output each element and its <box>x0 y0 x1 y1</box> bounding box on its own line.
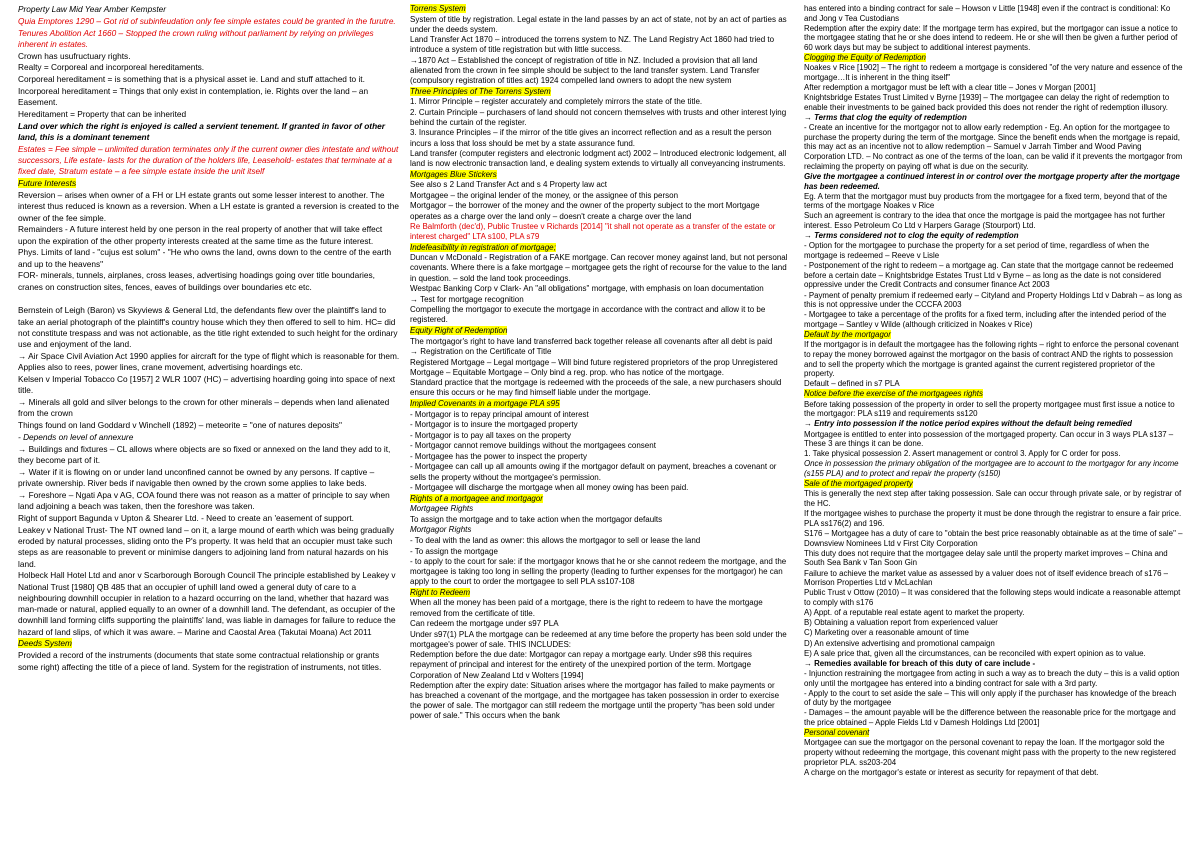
list-item: - To deal with the land as owner: this allows the mortgagor to sell or lease the land <box>410 535 701 545</box>
list-item: - Mortgagor is to pay all taxes on the property <box>410 430 571 440</box>
list-item: - Payment of penalty premium if redeemed early – Cityland and Property Holdings Ltd v Dabrah – as long as this is not oppressive under the CCCFA 2003 <box>804 290 1183 310</box>
section-heading <box>410 326 788 336</box>
paragraph: Bernstein of Leigh (Baron) vs Skyviews & General Ltd, the defendants flew over the plaintiff's land to take an aerial photograph of the plaintiff's country house which they then offered to sell to him. HC= did not constitute trespass and was not actionable, as the title right extended to such height for the ordinary use and enjoyment of the land. <box>18 305 398 350</box>
paragraph: If the mortgagor is in default the mortgagee has the following rights – right to enforce the personal covenant to repay the money borrowed against the mortgagor on the basis of contract AND the rights to possession and to sell the property which the mortgage is granted against the current registered proprietor of the property. <box>804 340 1179 379</box>
list-item: - Injunction restraining the mortgagee from acting in such a way as to breach the duty – this is a valid option only until the mortgagee has entered into a binding contract for sale with a 3rd party. <box>804 668 1180 688</box>
list-item: E) A sale price that, given all the circumstances, can be reconciled with expert opinion as to value. <box>804 648 1146 658</box>
paragraph: When all the money has been paid of a mortgage, there is the right to redeem to have the mortgage removed from the certificate of title. <box>410 598 763 618</box>
paragraph: Mortgagee – the original lender of the money, or the assignee of this person <box>410 190 679 200</box>
paragraph: → Registration on the Certificate of Title <box>410 347 552 357</box>
sub-heading: → Remedies available for breach of this duty of care include - <box>804 658 1036 668</box>
paragraph: FOR- minerals, tunnels, airplanes, cross leases, advertising hoadings going over title boundaries, cranes on construction sites, fences, eaves of buildings over boundaries etc etc. <box>18 270 375 292</box>
paragraph: Public Trust v Ottow (2010) – It was considered that the following steps would indicate a reasonable attempt to comply with s176 <box>804 588 1181 607</box>
paragraph: Land over which the right is enjoyed is called a servient tenement. If granted in favor of other land, this is a dominant tenement <box>18 120 385 143</box>
paragraph: Noakes v Rice [1902] – The right to redeem a mortgage is considered "of the very nature and essence of the mortgage…It is inherent in the thing itself" <box>804 63 1183 82</box>
heading-highlight: Default by the mortgagor <box>804 330 891 340</box>
section-heading <box>410 87 788 97</box>
list-item: - To assign the mortgage <box>410 546 498 556</box>
sub-heading: → Entry into possession if the notice period expires without the default being remedied <box>804 419 1132 429</box>
paragraph: Crown has usufructuary rights. <box>18 50 131 61</box>
section-heading <box>804 389 1184 399</box>
paragraph: See also s 2 Land Transfer Act and s 4 Property law act <box>410 180 607 190</box>
paragraph: A charge on the mortgagor's estate or interest as security for repayment of that debt. <box>804 767 1099 777</box>
heading-highlight: Notice before the exercise of the mortgagees rights <box>804 389 983 399</box>
heading-highlight: Equity Right of Redemption <box>410 325 508 335</box>
paragraph: - Depends on level of annexure <box>18 431 134 442</box>
section-heading <box>410 4 788 14</box>
section-heading <box>410 399 788 409</box>
paragraph: Duncan v McDonald - Registration of a FAKE mortgage. Can recover money against land, but not personal covenants. Where there is a fake mortgage – mortgagee gets the right of recourse for the value to the land in question. – sold the land took proceedings. <box>410 253 788 283</box>
section-heading <box>804 53 1184 63</box>
list-item: C) Marketing over a reasonable amount of time <box>804 628 969 638</box>
paragraph: S176 – Mortgagee has a duty of care to "obtain the best price reasonably obtainable as at the time of sale" – Downsview Nominees Ltd v First City Corporation <box>804 528 1183 548</box>
column-right <box>804 4 1184 778</box>
list-item: B) Obtaining a valuation report from experienced valuer <box>804 618 998 628</box>
paragraph: Redemption after the expiry date: If the mortgage term has expired, but the mortgagor can issue a notice to the mortgagee stating that he or she does intend to redeem. He or she will then be given a further period of 60 work days but may be subject to additional interest payments. <box>804 23 1178 53</box>
paragraph: Provided a record of the instruments (documents that state some contractual relationship or grants some right) affecting the title of a piece of land. System for the registration of instruments, not titles. <box>18 650 382 672</box>
heading-highlight: Implied Covenants in a mortgage PLA s95 <box>410 398 560 408</box>
sub-heading: Mortgagee Rights <box>410 504 474 514</box>
list-item: - to apply to the court for sale: if the mortgagor knows that he or she cannot redeem the mortgage, and the mortgagee is taking too long in selling the property (leading to further expenses for the mortgagor) he can apply to the court to order the mortgagee to sell PLA ss107-108 <box>410 557 787 587</box>
paragraph: 3. Insurance Principles – if the mirror of the title gives an incorrect reflection and as a result the person incurs a loss that loss should be met by a state assurance fund. <box>410 128 772 148</box>
paragraph: Estates = Fee simple – unlimited duration terminates only if the current owner dies intestate and without successors, Life estate- lasts for the duration of the holders life, Leasehold- estates that terminate at a fixed date, Stratum estate – a fee simple estate inside the unit itself <box>18 143 399 177</box>
paragraph: Compelling the mortgagor to execute the mortgage in accordance with the contract and allow it to be registered. <box>410 305 766 325</box>
list-item: - Option for the mortgagee to purchase the property for a set period of time, regardless of when the mortgage is redeemed – Reeve v Lisle <box>804 241 1150 261</box>
paragraph: Right of support Bagunda v Upton & Shearer Ltd. - Need to create an 'easement of support. <box>18 512 354 523</box>
heading-highlight: Future Interests <box>18 178 77 189</box>
paragraph: has entered into a binding contract for sale – Howson v Little [1948] even if the contract is conditional: Ko and Jong v Tea Custodians <box>804 4 1171 23</box>
paragraph: 1. Mirror Principle – register accurately and completely mirrors the state of the title. <box>410 97 703 107</box>
paragraph: Knightsbridge Estates Trust Limited v Byrne [1939] – The mortgagee can delay the right of redemption to enable their investments to be gained back provided this does not render the right of redemption illusory. <box>804 93 1170 112</box>
paragraph: Quia Emptores 1290 – Got rid of subinfeudation only fee simple estates could be granted in the furutre. <box>18 15 396 26</box>
paragraph: Corporeal hereditament = is something that is a physical asset ie. Land and stuff attached to it. <box>18 74 365 85</box>
paragraph: Leakey v National Trust- The NT owned land – on it, a large mound of earth which was being gradually eroded by natural processes, sliding onto the P's property. It was held that an occupier must take such steps as are reasonable to prevent or minimise dangers to adjoining land from natural hazards on his land. <box>18 524 395 569</box>
section-heading <box>410 243 788 253</box>
paragraph: After redemption a mortgagor must be left with a clear title – Jones v Morgan [2001] <box>804 83 1096 93</box>
paragraph: Before taking possession of the property in order to sell the property mortgagee must first issue a notice to the mortgagor: PLA s119 and requirements ss120 <box>804 399 1175 419</box>
heading-highlight: Right to Redeem <box>410 587 471 597</box>
sub-heading: Mortgagor Rights <box>410 525 472 535</box>
column-middle <box>410 4 788 722</box>
section-heading <box>804 330 1184 340</box>
heading-highlight: Rights of a mortgagee and mortgagor <box>410 493 543 503</box>
paragraph: Default – defined in s7 PLA <box>804 379 900 389</box>
paragraph: Realty = Corporeal and incorporeal hereditaments. <box>18 62 205 73</box>
paragraph: Things found on land Goddard v Winchell (1892) – meteorite = "one of natures deposits" <box>18 420 342 431</box>
paragraph: 1. Take physical possession 2. Assert management or control 3. Apply for C order for poss. <box>804 449 1121 459</box>
list-item: - Mortgagor is to repay principal amount of interest <box>410 409 589 419</box>
paragraph: Hereditament = Property that can be inherited <box>18 109 187 120</box>
section-heading <box>410 494 788 504</box>
paragraph: Mortgagee is entitled to enter into possession of the mortgaged property. Can occur in 3 ways PLA s137 – These 3 are things it can be done. <box>804 429 1174 449</box>
paragraph: Failure to achieve the market value as assessed by a valuer does not of itself evidence breach of s176 – Morrison Properties Ltd v McLachlan <box>804 568 1169 588</box>
heading-highlight: Torrens System <box>410 4 466 13</box>
paragraph: Standard practice that the mortgage is redeemed with the proceeds of the sale, a new purchasers should ensure this occurs or he may find himself liable under the mortgage. <box>410 378 782 398</box>
paragraph: If the mortgagee wishes to purchase the property it must be done through the registrar to ensure a fair price. PLA ss176(2) and 196. <box>804 509 1182 528</box>
paragraph: Incorporeal hereditament = Things that only exist in contemplation, ie. Rights over the land – an Easement. <box>18 85 369 108</box>
section-heading <box>804 728 1184 738</box>
paragraph: Holbeck Hall Hotel Ltd and anor v Scarborough Borough Council The principle established by Leakey v National Trust [1980] QB 485 that an occupier of uphill land owed a general duty of care to a neighbouring downhill occupier in relation to a hazard occurring on the land, whether that hazard was man-made or natural, applied equally to an owner of a downhill land. The defendant, as occupier of the downhill land forming cliffs supporting the plaintiffs' land, was liable in damages for failure to reduce the hazard of land slips, of which it was aware. – Marine and Caostal Area (Takutai Moana) Act 2011 <box>18 570 396 637</box>
paragraph: Mortgagor – the borrower of the money and the owner of the property subject to the mort Mortgage operates as a charge over the land only – doesn't create a charge over the land <box>410 201 760 221</box>
column-left <box>18 4 400 673</box>
section-heading <box>410 170 788 180</box>
paragraph: Kelsen v Imperial Tobacco Co [1957] 2 WLR 1007 (HC) – advertising hoarding going into space of next title. <box>18 374 396 396</box>
list-item: - Damages – the amount payable will be the difference between the reasonable price for the mortgage and the price obtained – Apple Fields Ltd v Damesh Holdings Ltd [2001] <box>804 708 1176 728</box>
paragraph: Land transfer (computer registers and electronic lodgment act) 2002 – Introduced electronic lodgement, all land is now electronic transaction land, e dealing system extends to virtually all conveyancing instruments. <box>410 149 787 169</box>
paragraph: Reversion – arises when owner of a FH or LH estate grants out some lesser interest to another. The interest thus reduced is known as a reversion. When a LH estate is granted a reversion is created to the owner of the fee simple. <box>18 190 399 223</box>
paragraph: → Foreshore – Ngati Apa v AG, COA found there was not reason as a matter of principle to say when land adjoining a beach was taken, then the foreshore was taken. <box>18 489 390 512</box>
paragraph: → Minerals all gold and silver belongs to the crown for other minerals – depends when land alienated from the crown <box>18 397 390 419</box>
paragraph: Under s97(1) PLA the mortgage can be redeemed at any time before the property has been sold under the mortgagee's power of sale. THIS INCLUDES: <box>410 629 787 649</box>
paragraph: Give the mortgagee a continued interest in or control over the mortgage property after the mortgage has been redeemed. <box>804 171 1180 191</box>
list-item: - Mortgagee will discharge the mortgage when all money owing has been paid. <box>410 483 689 493</box>
list-item: - Postponement of the right to redeem – a mortgage ag. Can state that the mortgage cannot be redeemed before a certain date – Knightsbridge Estates Trust Ltd v Byrne – as long as the date is not considered oppressive under the Credit Contracts and consumer finance Act 2003 <box>804 261 1174 290</box>
sub-heading: → Terms that clog the equity of redemption <box>804 113 967 123</box>
paragraph: Land Transfer Act 1870 – introduced the torrens system to NZ. The Land Registry Act 1860 had tried to introduce a system of title registration but with little success. <box>410 35 775 55</box>
paragraph: The mortgagor's right to have land transferred back together release all covenants after all debt is paid <box>410 336 773 346</box>
list-item: - Mortgagor cannot remove buildings without the mortgagees consent <box>410 441 656 451</box>
list-item: - Mortgagee to take a percentage of the profits for a fixed term, including after the intended period of the mortgage – Santley v Wilde (although criticized in Noakes v Rice) <box>804 310 1167 329</box>
heading-highlight: Three Principles of The Torrens System <box>410 86 551 96</box>
document-title: Property Law Mid Year Amber Kempster <box>18 4 167 14</box>
list-item: - Mortgagee can call up all amounts owing if the mortgagor default on payment, breaches a covenant or sells the property without the mortgagee's permission. <box>410 462 777 482</box>
paragraph: Phys. Limits of land - "cujus est solum" - "He who owns the land, owns down to the centre of the earth and up to the heavens" <box>18 247 392 269</box>
paragraph: System of title by registration. Legal estate in the land passes by an act of state, not by an act of parties as under the deeds system. <box>410 14 787 34</box>
heading-highlight: Clogging the Equity of Redemption <box>804 53 926 63</box>
paragraph: → Air Space Civil Aviation Act 1990 applies for aircraft for the type of flight which is reasonable for them. Applies also to rees, power lines, crane movement, advertising hoardings etc. <box>18 350 400 373</box>
section-heading <box>18 638 400 649</box>
paragraph: Tenures Abolition Act 1660 – Stopped the crown ruling without parliament by relying on privileges inherent in estates. <box>18 27 374 49</box>
paragraph: Redemption after the expiry date: Situation arises where the mortgagor has failed to make payments or has breached a covenant of the mortgage, and the mortgagee has taken possession in order to exercise the power of sale. The mortgagor can still redeem the mortgage until the property "has been sold under power of sale." This occurs when the bank <box>410 681 780 721</box>
heading-highlight: Indefeasibility in registration of mortgage; <box>410 242 556 252</box>
paragraph: → Water if it is flowing on or under land unconfined cannot be owned by any persons. If captive – private ownership. River beds if navigable then owned by the crown some applies to lake beds. <box>18 466 375 489</box>
paragraph: → Test for mortgage recognition <box>410 294 524 304</box>
section-heading <box>410 588 788 598</box>
paragraph: → Buildings and fixtures – CL allows where objects are so fixed or annexed on the land they add to it, they become part of it. <box>18 443 391 465</box>
list-item: - Apply to the court to set aside the sale – This will only apply if the purchaser has knowledge of the breach of duty by the mortgagee <box>804 688 1177 708</box>
spacer <box>18 294 400 305</box>
paragraph: Westpac Banking Corp v Clark- An "all obligations" mortgage, with emphasis on loan documentation <box>410 284 764 294</box>
paragraph: Such an agreement is contrary to the idea that once the mortgage is paid the mortgagee has not further interest. Esso Petroleum Co Ltd v Harpers Garage (Stourport) Ltd. <box>804 211 1165 231</box>
paragraph: Once in possession the primary obligation of the mortgagee are to account to the mortgagor for any income (s155 PLA) and to protect and repair the property (s150) <box>804 459 1179 479</box>
paragraph: 2. Curtain Principle – purchasers of land should not concern themselves with trusts and other interest lying behind the curtain of the register. <box>410 107 787 127</box>
list-item: - Mortgagor is to insure the mortgaged property <box>410 420 578 430</box>
paragraph: This duty does not require that the mortgagee delay sale until the property market improves – China and South Sea Bank v Tan Soon Gin <box>804 548 1168 568</box>
list-item: D) An extensive advertising and promotional campaign <box>804 638 995 648</box>
paragraph: This is generally the next step after taking possession. Sale can occur through private sale, or by registrar of the HC. <box>804 489 1182 509</box>
paragraph: - Create an incentive for the mortgagor not to allow early redemption - Eg. An option for the mortgagee to purchase the property during the term of the mortgage. Since the benefit ends when the mortgage is repaid, this may act as an incentive not to allow redemption – Samuel v Jarrah Timber and Wood Paving Corporation LTD. – No contract as one of the terms of the loan, can be valid if it prevents the mortgagor from reclaiming the property on paying off what is due on the security. <box>804 123 1183 171</box>
paragraph: Remainders - A future interest held by one person in the real property of another that will take effect upon the expiration of the other property interests created at the same time as the future interest. <box>18 224 383 246</box>
paragraph: Can redeem the mortgage under s97 PLA <box>410 619 559 629</box>
heading-highlight: Sale of the mortgaged property <box>804 479 913 489</box>
heading-highlight: Personal covenant <box>804 728 870 738</box>
paragraph: Registered Mortgage – Legal mortgage – Will bind future registered proprietors of the prop Unregistered Mortgage – Equitable Mortgage – Only bind a reg. prop. who has notice of the mortgage. <box>410 357 778 377</box>
list-item: - Mortgagee has the power to inspect the property <box>410 451 587 461</box>
list-item: A) Appt. of a reputable real estate agent to market the property. <box>804 608 1025 618</box>
paragraph: →1870 Act – Established the concept of registration of title in NZ. Included a provision that all land alienated from the crown in fee simple should be subject to the land transfer system. Land Transfer (compulsory registration of titles act) 1924 compelled land owners to adopt the new system <box>410 55 760 86</box>
heading-highlight: Mortgages Blue Stickers <box>410 169 497 179</box>
section-heading <box>804 479 1184 489</box>
paragraph: Redemption before the due date: Mortgagor can repay a mortgage early. Under s98 this requires repayment of principal and interest for the entirety of the unexpired portion of the term. Mortgage Corporation of New Zealand Ltd v Wolters [1994] <box>410 650 752 680</box>
paragraph: Re Balmforth (dec'd), Public Trustee v Richards [2014] "it shall not operate as a transfer of the estate or interest charged" LTA s100, PLA s79 <box>410 222 776 242</box>
paragraph: Mortgagee can sue the mortgagor on the personal covenant to repay the loan. If the mortgagor sold the property without redeeming the mortgage, this covenant might pass with the property to the new registered proprietor PLA. ss203-204 <box>804 738 1176 767</box>
paragraph: To assign the mortgage and to take action when the mortgagor defaults <box>410 514 663 524</box>
sub-heading: → Terms considered not to clog the equity of redemption <box>804 231 1019 241</box>
section-heading <box>18 178 400 189</box>
heading-highlight: Deeds System <box>18 638 72 649</box>
paragraph: Eg. A term that the mortgagor must buy products from the mortgagee for a fixed term, beyond that of the terms of the mortgage Noakes v Rice <box>804 191 1168 211</box>
